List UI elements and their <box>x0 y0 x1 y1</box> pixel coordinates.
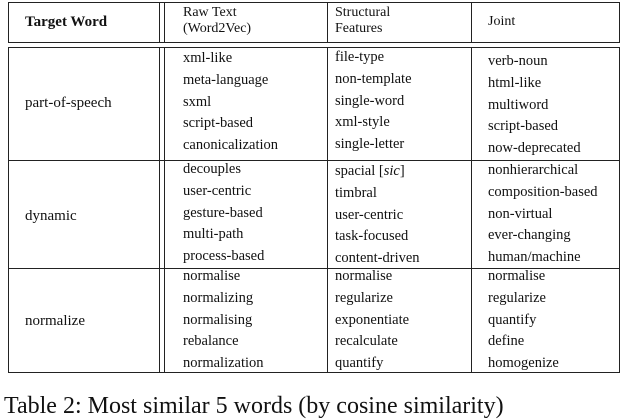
list-item: single-word <box>335 92 405 109</box>
list-item: timbral <box>335 184 377 201</box>
list-item: now-deprecated <box>488 140 581 157</box>
list-item: file-type <box>335 49 385 65</box>
list-item: script-based <box>488 118 559 135</box>
list-item: composition-based <box>488 183 598 200</box>
list-item: script-based <box>183 115 254 132</box>
list-item: content-driven <box>335 250 420 267</box>
list-item <box>335 161 420 183</box>
header-structural-line1: Structural <box>335 5 391 20</box>
list-item: sxml <box>183 93 212 110</box>
table-row <box>8 160 620 268</box>
list-item: user-centric <box>183 182 252 199</box>
list-item: html-like <box>488 74 542 91</box>
list-item: regularize <box>335 289 393 306</box>
structural-cell <box>335 161 420 270</box>
list-item: exponentiate <box>335 311 410 328</box>
table-row <box>8 47 620 160</box>
list-item: quantify <box>488 311 537 328</box>
header-joint: Joint <box>488 14 516 29</box>
header-target-word: Target Word <box>25 14 108 30</box>
structural-cell <box>335 47 412 156</box>
target-word-cell: normalize <box>25 313 85 329</box>
spacial-text: spacial [sic] <box>335 163 405 179</box>
raw-text-cell <box>183 266 264 375</box>
list-item: rebalance <box>183 333 239 350</box>
list-item: multi-path <box>183 226 244 243</box>
table-caption: Table 2: Most similar 5 words (by cosine similarity) <box>4 393 504 419</box>
list-item: normalization <box>183 355 264 372</box>
list-item: single-letter <box>335 136 405 153</box>
list-item: decouples <box>183 161 241 177</box>
table-row <box>8 268 620 373</box>
list-item: verb-noun <box>488 53 548 69</box>
list-item: normalising <box>183 311 253 328</box>
list-item: define <box>488 333 525 350</box>
list-item: quantify <box>335 355 384 372</box>
raw-text-cell <box>183 159 264 268</box>
list-item: gesture-based <box>183 204 263 221</box>
header-raw-text-line2: (Word2Vec) <box>183 21 252 36</box>
list-item: homogenize <box>488 355 559 372</box>
header-structural-line2: Features <box>335 21 383 36</box>
list-item: xml-like <box>183 50 233 66</box>
header-structural <box>335 5 390 37</box>
header-raw-text <box>183 5 251 37</box>
joint-cell <box>488 51 581 160</box>
list-item: xml-style <box>335 114 390 131</box>
list-item: non-template <box>335 70 412 87</box>
list-item: regularize <box>488 289 546 306</box>
joint-cell <box>488 160 598 269</box>
list-item: canonicalization <box>183 137 279 154</box>
list-item: normalise <box>488 268 546 284</box>
similarity-table <box>8 2 620 372</box>
list-item: normalise <box>335 268 393 284</box>
list-item: user-centric <box>335 206 404 223</box>
list-item: non-virtual <box>488 205 553 222</box>
header-raw-text-line1: Raw Text <box>183 5 237 20</box>
target-word-cell: dynamic <box>25 208 77 224</box>
raw-text-cell <box>183 48 278 157</box>
list-item: meta-language <box>183 71 269 88</box>
list-item: nonhierarchical <box>488 162 579 178</box>
list-item: recalculate <box>335 333 398 350</box>
list-item: task-focused <box>335 228 409 245</box>
list-item: human/machine <box>488 249 581 266</box>
joint-cell <box>488 266 559 375</box>
target-word-cell: part-of-speech <box>25 95 112 111</box>
list-item: normalise <box>183 268 241 284</box>
list-item: normalizing <box>183 289 254 306</box>
table-header <box>8 2 620 43</box>
list-item: ever-changing <box>488 227 571 244</box>
list-item: process-based <box>183 248 265 265</box>
structural-cell <box>335 266 409 375</box>
list-item: multiword <box>488 96 549 113</box>
